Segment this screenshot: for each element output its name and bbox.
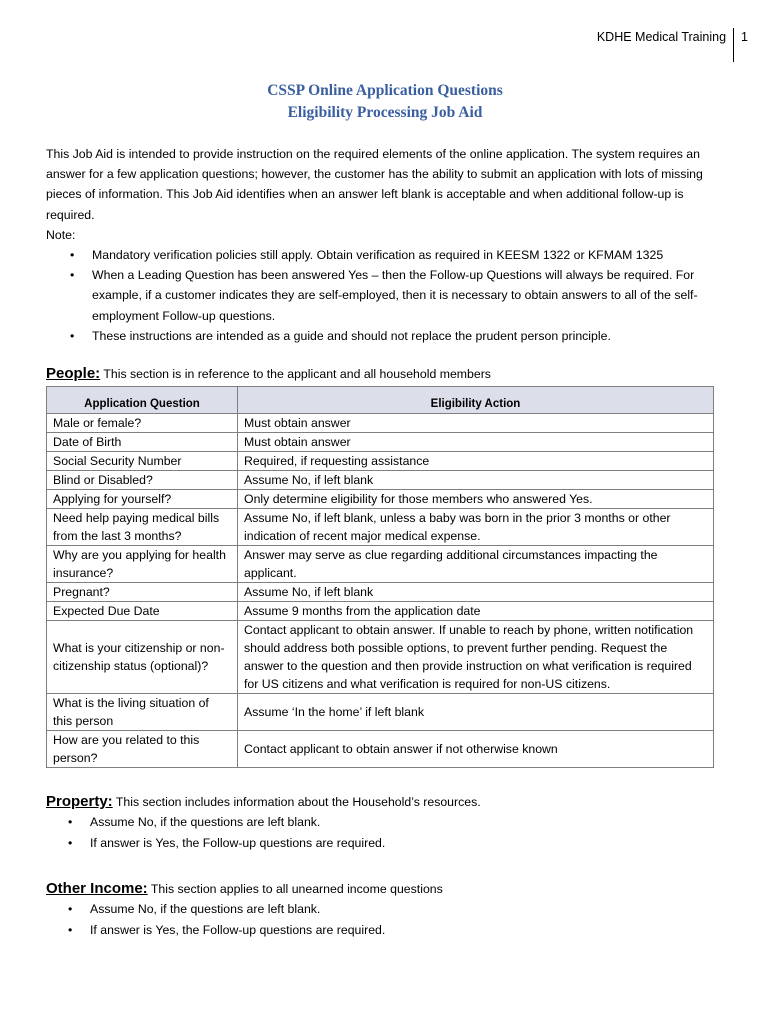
table-row (47, 414, 714, 433)
action-cell: Assume ‘In the home’ if left blank (238, 694, 714, 731)
question-cell: What is your citizenship or non-citizenship status (optional)? (47, 621, 238, 694)
note-item: • Mandatory verification policies still apply. Obtain verification as required in KEESM 1322 or KFMAM 1325 (46, 245, 726, 265)
note-label: Note: (46, 227, 76, 242)
question-cell: Male or female? (47, 414, 238, 433)
question-cell: What is the living situation of this person (47, 694, 238, 731)
action-cell: Only determine eligibility for those members who answered Yes. (238, 490, 714, 509)
action-cell: Assume No, if left blank (238, 471, 714, 490)
list-item: • Assume No, if the questions are left blank. (46, 812, 726, 833)
action-cell: Assume No, if left blank, unless a baby was born in the prior 3 months or other indication of recent major medical expense. (238, 509, 714, 546)
list-item: • If answer is Yes, the Follow-up questions are required. (46, 833, 726, 854)
bullet-icon: • (68, 835, 73, 850)
col-action-header: Eligibility Action (238, 387, 714, 414)
bullet-icon: • (68, 902, 73, 916)
property-subtitle: This section includes information about the Household’s resources. (115, 795, 481, 809)
question-cell: How are you related to this person? (47, 731, 238, 768)
question-cell: Blind or Disabled? (47, 471, 238, 490)
table-row (47, 731, 714, 768)
table-row (47, 602, 714, 621)
title-line-2: Eligibility Processing Job Aid (287, 104, 483, 121)
action-cell: Assume No, if left blank (238, 583, 714, 602)
action-cell: Contact applicant to obtain answer if not otherwise known (238, 731, 714, 768)
property-heading: Property: (46, 793, 113, 810)
other-income-list (46, 899, 726, 940)
other-income-section (46, 879, 726, 940)
list-item: • If answer is Yes, the Follow-up questions are required. (46, 920, 726, 941)
table-row (47, 452, 714, 471)
question-cell: Date of Birth (47, 433, 238, 452)
people-table (46, 386, 714, 768)
question-cell: Need help paying medical bills from the last 3 months? (47, 509, 238, 546)
question-cell: Expected Due Date (47, 602, 238, 621)
question-cell: Social Security Number (47, 452, 238, 471)
action-cell: Required, if requesting assistance (238, 452, 714, 471)
col-question-header: Application Question (47, 387, 238, 414)
table-header-row (47, 387, 714, 414)
bullet-icon: • (70, 268, 75, 283)
table-row (47, 433, 714, 452)
table-row (47, 546, 714, 583)
other-income-heading: Other Income: (46, 880, 148, 897)
property-section (46, 792, 726, 853)
action-cell: Must obtain answer (238, 433, 714, 452)
document-title (0, 80, 770, 124)
question-cell: Applying for yourself? (47, 490, 238, 509)
table-row (47, 471, 714, 490)
list-item: • Assume No, if the questions are left blank. (46, 899, 726, 920)
intro-paragraph: This Job Aid is intended to provide instruction on the required elements of the online application. The system requires an answer for a few application questions; however, the customer has the ability to submit an application with lots of missing pieces of information. This Job Aid identifies when an answer left blank is acceptable and when additional follow-up is required. (46, 147, 703, 222)
action-cell: Answer may serve as clue regarding additional circumstances impacting the applicant. (238, 546, 714, 583)
table-row (47, 694, 714, 731)
people-section (46, 364, 726, 768)
other-income-heading-row (46, 879, 726, 899)
bullet-icon: • (70, 248, 75, 263)
page-number: 1 (741, 30, 748, 44)
property-list (46, 812, 726, 853)
note-list (46, 245, 726, 346)
table-row (47, 621, 714, 694)
title-line-1: CSSP Online Application Questions (267, 82, 503, 99)
action-cell: Assume 9 months from the application date (238, 602, 714, 621)
note-item: • When a Leading Question has been answered Yes – then the Follow-up Questions will always be required. For example, if a customer indicates they are self-employed, then it is necessary to obtain answers to all of the self-employment Follow-up questions. (46, 265, 726, 326)
header-title: KDHE Medical Training (596, 30, 727, 44)
action-cell: Contact applicant to obtain answer. If unable to reach by phone, written notification should address both possible options, to prevent further pending. Request the answer to the question and then provide instruction on what verification is required for US citizens and what verification is required for non-US citizens. (238, 621, 714, 694)
bullet-icon: • (68, 815, 73, 829)
bullet-icon: • (68, 922, 73, 937)
table-row (47, 509, 714, 546)
bullet-icon: • (70, 328, 75, 343)
page-header (597, 28, 748, 62)
other-income-subtitle: This section applies to all unearned income questions (150, 882, 443, 896)
question-cell: Pregnant? (47, 583, 238, 602)
table-row (47, 583, 714, 602)
question-cell: Why are you applying for health insurance? (47, 546, 238, 583)
people-subtitle: This section is in reference to the applicant and all household members (103, 367, 491, 381)
note-item: • These instructions are intended as a guide and should not replace the prudent person principle. (46, 326, 726, 346)
people-heading: People: (46, 365, 101, 382)
table-row (47, 490, 714, 509)
action-cell: Must obtain answer (238, 414, 714, 433)
intro-section (46, 144, 726, 346)
property-heading-row (46, 792, 726, 812)
people-heading-row (46, 364, 726, 384)
